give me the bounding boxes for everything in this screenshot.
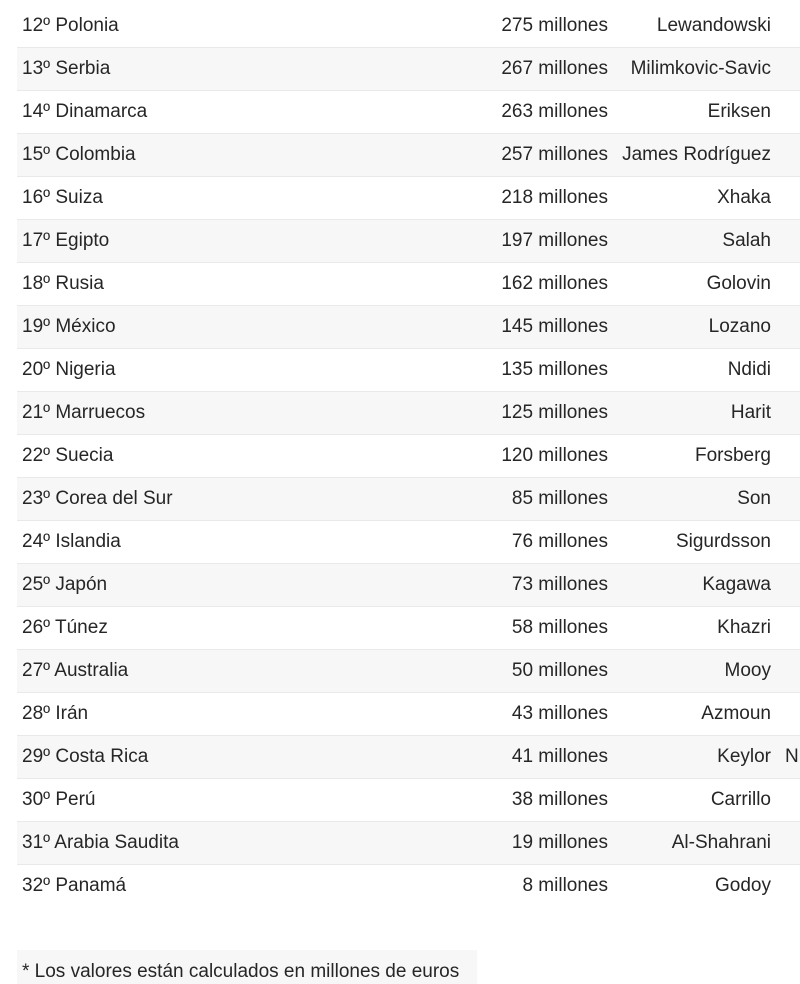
market-value-cell: 267 millones xyxy=(501,58,608,79)
team-name-cell: 25º Japón xyxy=(22,574,108,595)
table-row xyxy=(17,521,800,564)
team-name-cell: 30º Perú xyxy=(22,789,96,810)
team-name-cell: 21º Marruecos xyxy=(22,402,146,423)
table-row xyxy=(17,349,800,392)
team-name-cell: 16º Suiza xyxy=(22,187,103,208)
star-player-cell: Mooy xyxy=(724,660,771,681)
team-name-cell: 18º Rusia xyxy=(22,273,104,294)
ranking-table xyxy=(17,5,800,907)
table-row xyxy=(17,865,800,907)
table-end-mask xyxy=(477,908,800,909)
star-player-cell: Son xyxy=(737,488,771,509)
team-name-cell: 20º Nigeria xyxy=(22,359,116,380)
star-player-cell: Godoy xyxy=(715,875,771,896)
star-player-cell: Golovin xyxy=(706,273,771,294)
star-player-cell: Salah xyxy=(722,230,771,251)
market-value-cell: 263 millones xyxy=(501,101,608,122)
team-name-cell: 19º México xyxy=(22,316,116,337)
table-row xyxy=(17,306,800,349)
market-value-cell: 76 millones xyxy=(511,531,608,552)
star-player-cell: Khazri xyxy=(717,617,771,638)
table-row xyxy=(17,779,800,822)
table-row xyxy=(17,564,800,607)
table-row xyxy=(17,48,800,91)
table-row xyxy=(17,177,800,220)
table-row xyxy=(17,435,800,478)
star-player-cell: Ndidi xyxy=(727,359,771,380)
team-name-cell: 23º Corea del Sur xyxy=(22,488,173,509)
footnote-box xyxy=(17,950,477,984)
table-row xyxy=(17,91,800,134)
team-name-cell: 26º Túnez xyxy=(22,617,108,638)
market-value-cell: 38 millones xyxy=(511,789,608,810)
star-player-cell: Azmoun xyxy=(701,703,771,724)
team-name-cell: 28º Irán xyxy=(22,703,89,724)
table-row xyxy=(17,478,800,521)
market-value-cell: 218 millones xyxy=(501,187,608,208)
market-value-cell: 257 millones xyxy=(501,144,608,165)
star-player-cell: Lewandowski xyxy=(656,15,771,36)
market-value-cell: 8 millones xyxy=(522,875,608,896)
market-value-cell: 162 millones xyxy=(501,273,608,294)
team-name-cell: 13º Serbia xyxy=(22,58,111,79)
table-row xyxy=(17,392,800,435)
star-player-cell: Milimkovic-Savic xyxy=(630,58,771,79)
market-value-cell: 73 millones xyxy=(511,574,608,595)
market-value-cell: 41 millones xyxy=(511,746,608,767)
team-name-cell: 24º Islandia xyxy=(22,531,121,552)
market-value-cell: 43 millones xyxy=(511,703,608,724)
table-row xyxy=(17,5,800,48)
star-player-cell: Carrillo xyxy=(710,789,771,810)
star-player-cell: Al-Shahrani xyxy=(671,832,771,853)
team-name-cell: 15º Colombia xyxy=(22,144,136,165)
team-name-cell: 27º Australia xyxy=(22,660,129,681)
market-value-cell: 275 millones xyxy=(501,15,608,36)
table-row xyxy=(17,607,800,650)
market-value-cell: 120 millones xyxy=(501,445,608,466)
team-name-cell: 32º Panamá xyxy=(22,875,127,896)
star-player-cell: Harit xyxy=(730,402,771,423)
table-row xyxy=(17,220,800,263)
truncated-extra-cell: N xyxy=(785,746,799,767)
team-name-cell: 17º Egipto xyxy=(22,230,110,251)
star-player-cell: Kagawa xyxy=(702,574,771,595)
team-name-cell: 12º Polonia xyxy=(22,15,119,36)
star-player-cell: Forsberg xyxy=(694,445,771,466)
team-name-cell: 22º Suecia xyxy=(22,445,114,466)
table-row xyxy=(17,822,800,865)
table-row xyxy=(17,650,800,693)
market-value-cell: 19 millones xyxy=(511,832,608,853)
star-player-cell: Lozano xyxy=(708,316,771,337)
star-player-cell: Eriksen xyxy=(707,101,771,122)
table-row xyxy=(17,263,800,306)
market-value-cell: 197 millones xyxy=(501,230,608,251)
team-name-cell: 14º Dinamarca xyxy=(22,101,148,122)
market-value-cell: 85 millones xyxy=(511,488,608,509)
star-player-cell: Xhaka xyxy=(717,187,771,208)
market-value-cell: 145 millones xyxy=(501,316,608,337)
market-value-cell: 125 millones xyxy=(501,402,608,423)
table-row xyxy=(17,736,800,779)
star-player-cell: James Rodríguez xyxy=(622,144,771,165)
star-player-cell: Keylor xyxy=(717,746,771,767)
table-row xyxy=(17,693,800,736)
team-name-cell: 31º Arabia Saudita xyxy=(22,832,179,853)
market-value-cell: 135 millones xyxy=(501,359,608,380)
table-body xyxy=(17,5,800,907)
table-row xyxy=(17,134,800,177)
market-value-cell: 50 millones xyxy=(511,660,608,681)
footnote-text: * Los valores están calculados en millones de euros xyxy=(22,961,460,982)
star-player-cell: Sigurdsson xyxy=(675,531,771,552)
team-name-cell: 29º Costa Rica xyxy=(22,746,149,767)
market-value-cell: 58 millones xyxy=(511,617,608,638)
